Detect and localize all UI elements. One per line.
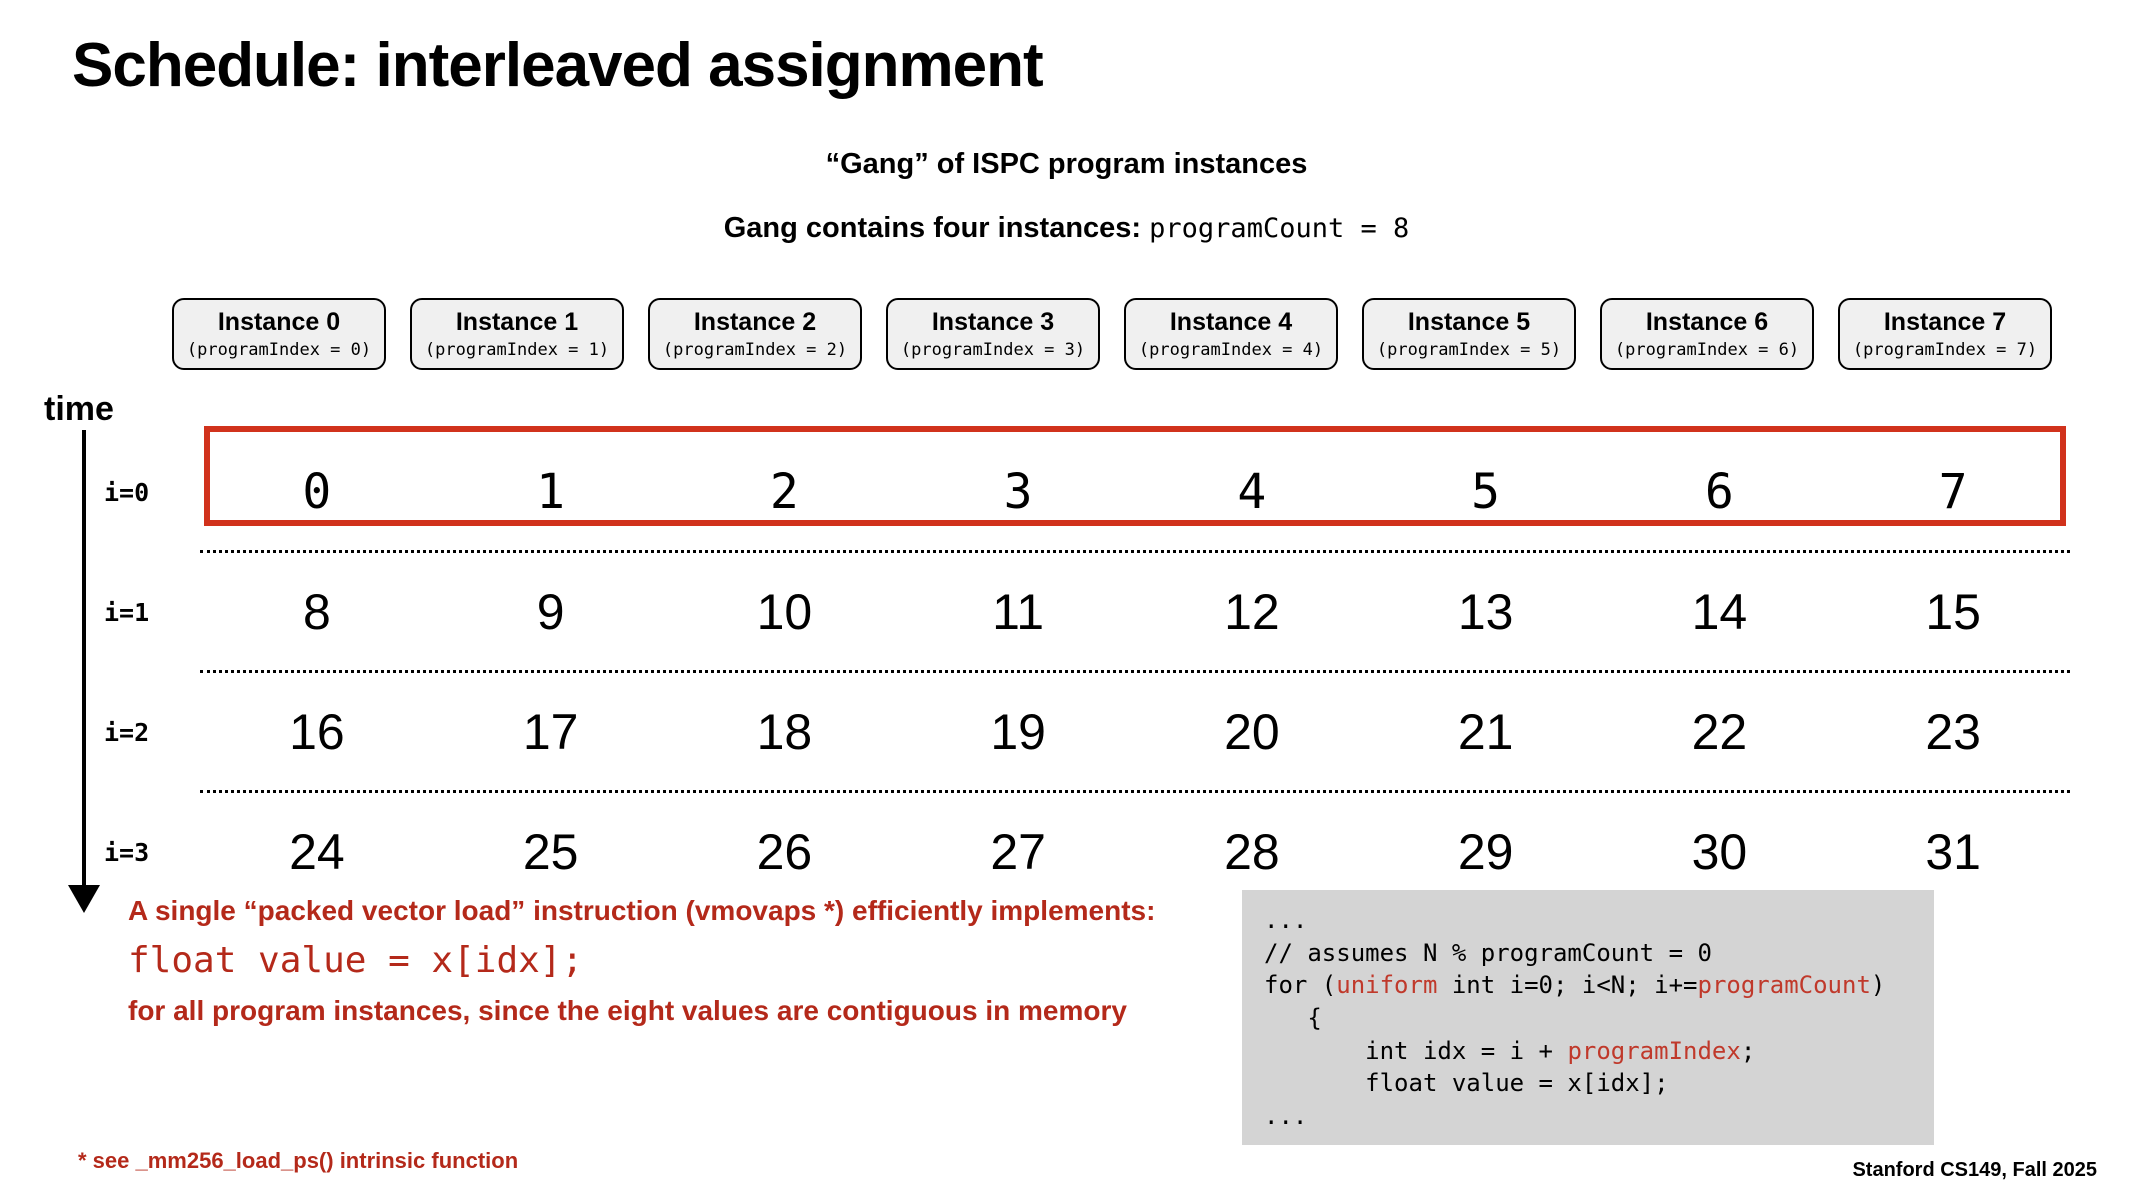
- code-line-7: ...: [1264, 1101, 1308, 1130]
- explanation-note-line3: for all program instances, since the eight values are contiguous in memory: [128, 994, 1127, 1026]
- code-line-2: // assumes N % programCount = 0: [1264, 938, 1712, 967]
- grid-row-1-label: i=1: [104, 598, 150, 627]
- instance-box-5: [1362, 298, 1576, 370]
- grid-row-3-label: i=3: [104, 838, 150, 867]
- code-line-3b: int i=0; i<N; i+=: [1437, 971, 1698, 1000]
- grid-row-1-cells: [200, 552, 2070, 672]
- highlight-row-outline: [204, 426, 2066, 526]
- instance-box-1-subtitle: (programIndex = 1): [424, 339, 610, 360]
- grid-cell: 12: [1224, 584, 1280, 640]
- instance-box-3-subtitle: (programIndex = 3): [900, 339, 1086, 360]
- grid-cell: 28: [1224, 824, 1280, 880]
- grid-cell: 0: [302, 464, 332, 520]
- instance-box-5-title: Instance 5: [1407, 308, 1531, 337]
- grid-cell: 11: [992, 584, 1045, 640]
- instance-box-4: [1124, 298, 1338, 370]
- code-line-5a: int idx = i +: [1264, 1036, 1568, 1065]
- explanation-note-code: float value = x[idx];: [128, 940, 584, 981]
- instance-box-2-subtitle: (programIndex = 2): [662, 339, 848, 360]
- code-line-3a: for (: [1264, 971, 1337, 1000]
- grid-row-0-label: i=0: [104, 478, 150, 507]
- instance-box-1-title: Instance 1: [455, 308, 579, 337]
- grid-cell: 4: [1237, 464, 1267, 520]
- grid-cell: 5: [1471, 464, 1501, 520]
- grid-row-2: [104, 672, 2070, 792]
- footnote: * see _mm256_load_ps() intrinsic function: [78, 1148, 519, 1173]
- grid-cell: 21: [1457, 704, 1514, 760]
- page-title: Schedule: interleaved assignment: [72, 31, 1043, 100]
- explanation-note-line1: A single “packed vector load” instruction (vmovaps *) efficiently implements:: [128, 895, 1156, 926]
- grid-cell: 13: [1457, 584, 1514, 640]
- grid-cell: 8: [302, 584, 331, 640]
- grid-cell: 7: [1938, 464, 1968, 520]
- code-line-3c: ): [1870, 971, 1886, 1000]
- instance-box-3: [886, 298, 1100, 370]
- grid-cell: 14: [1691, 584, 1748, 640]
- grid-cell: 22: [1691, 704, 1748, 760]
- instance-box-row: [172, 298, 2072, 370]
- subtitle-gang: “Gang” of ISPC program instances: [825, 148, 1308, 180]
- instance-box-6: [1600, 298, 1814, 370]
- instance-box-6-subtitle: (programIndex = 6): [1614, 339, 1800, 360]
- grid-cell: 24: [289, 824, 345, 880]
- code-block: [1242, 890, 1934, 1145]
- grid-cell: 27: [990, 824, 1046, 880]
- instance-box-7-subtitle: (programIndex = 7): [1852, 339, 2038, 360]
- code-line-6: float value = x[idx];: [1264, 1069, 1669, 1098]
- code-keyword-uniform: uniform: [1336, 971, 1438, 1000]
- grid-row-2-cells: [200, 672, 2070, 792]
- subtitle-programcount-text: Gang contains four instances:: [723, 212, 1150, 244]
- grid-cell: 10: [756, 584, 813, 640]
- instance-box-4-title: Instance 4: [1169, 308, 1293, 337]
- grid-cell: 25: [522, 824, 579, 880]
- grid-cell: 19: [990, 704, 1046, 760]
- grid-cell: 18: [756, 704, 813, 760]
- time-axis-arrow-icon: [68, 885, 100, 913]
- subtitle-programcount: [0, 212, 2133, 245]
- instance-box-0-title: Instance 0: [217, 308, 341, 337]
- explanation-note: [128, 890, 1238, 1032]
- time-axis-line: [82, 430, 86, 890]
- instance-box-0: [172, 298, 386, 370]
- instance-box-7-title: Instance 7: [1883, 308, 2007, 337]
- grid-cell: 17: [522, 704, 579, 760]
- code-line-4: {: [1264, 1003, 1322, 1032]
- code-line-5b: ;: [1740, 1036, 1756, 1065]
- subtitle-programcount-code: programCount = 8: [1149, 213, 1410, 244]
- grid-cell: 30: [1691, 824, 1748, 880]
- code-keyword-programcount: programCount: [1697, 971, 1871, 1000]
- instance-box-2: [648, 298, 862, 370]
- instance-box-5-subtitle: (programIndex = 5): [1376, 339, 1562, 360]
- course-credit: Stanford CS149, Fall 2025: [1852, 1159, 2097, 1181]
- instance-box-3-title: Instance 3: [931, 308, 1055, 337]
- instance-box-2-title: Instance 2: [693, 308, 817, 337]
- instance-box-1: [410, 298, 624, 370]
- instance-box-7: [1838, 298, 2052, 370]
- grid-cell: 31: [1925, 824, 1981, 880]
- grid-cell: 1: [536, 464, 566, 520]
- grid-row-1: [104, 552, 2070, 672]
- grid-cell: 20: [1224, 704, 1280, 760]
- grid-cell: 15: [1925, 584, 1981, 640]
- time-axis-label: time: [44, 390, 114, 428]
- grid-cell: 2: [769, 464, 799, 520]
- grid-cell: 6: [1704, 464, 1734, 520]
- grid-cell: 29: [1457, 824, 1514, 880]
- instance-box-6-title: Instance 6: [1645, 308, 1769, 337]
- code-line-1: ...: [1264, 906, 1308, 934]
- code-keyword-programindex: programIndex: [1567, 1036, 1741, 1065]
- instance-box-4-subtitle: (programIndex = 4): [1138, 339, 1324, 360]
- grid-row-2-label: i=2: [104, 718, 150, 747]
- instance-box-0-subtitle: (programIndex = 0): [186, 339, 372, 360]
- grid-cell: 26: [756, 824, 813, 880]
- grid-cell: 9: [536, 584, 565, 640]
- grid-cell: 23: [1925, 704, 1981, 760]
- grid-cell: 16: [289, 704, 345, 760]
- grid-cell: 3: [1003, 464, 1033, 520]
